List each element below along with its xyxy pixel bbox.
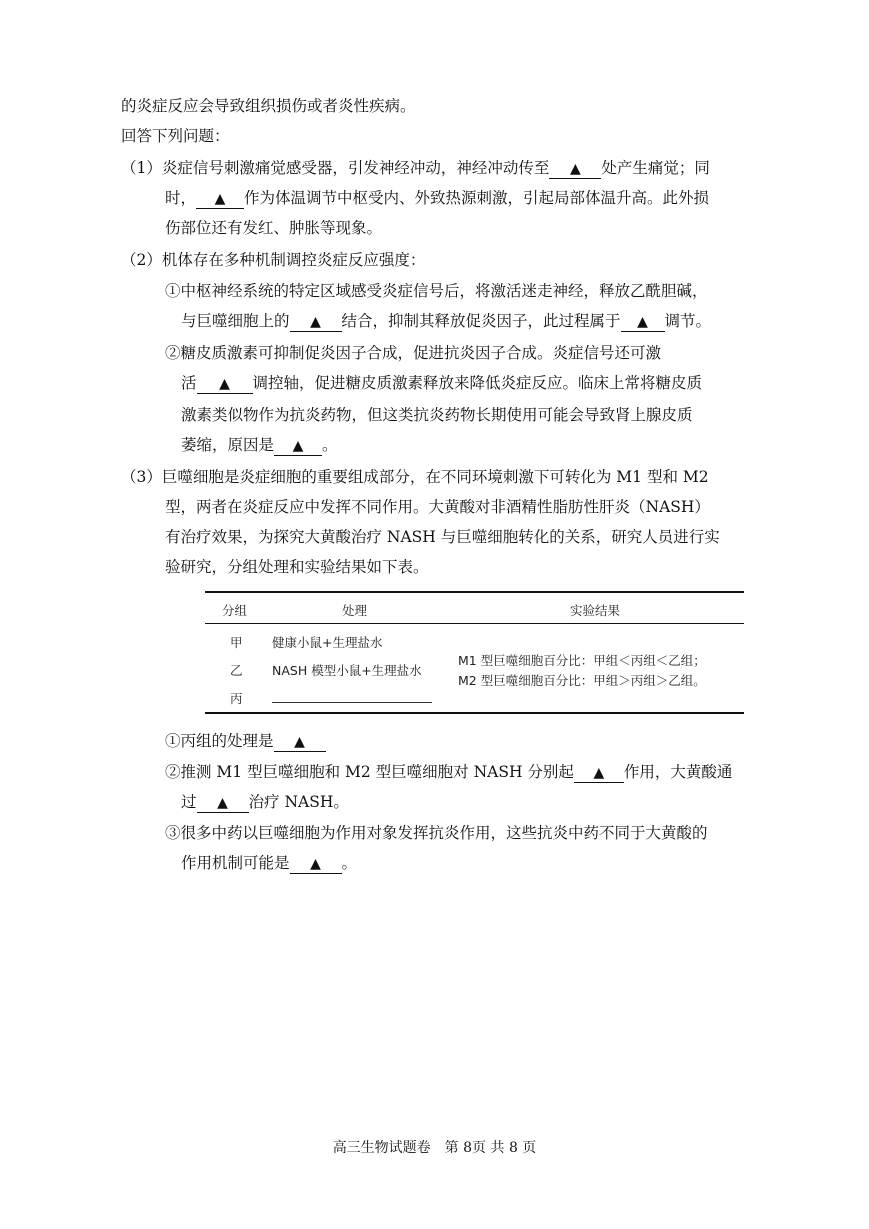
answer-blank[interactable]: ▲ (274, 732, 326, 752)
question-1-line: （1）炎症信号刺激痛觉感受器，引发神经冲动，神经冲动传至 ▲ 处产生痛觉；同 (121, 159, 710, 177)
answer-blank[interactable]: ▲ (574, 763, 624, 783)
question-2-line: 激素类似物作为抗炎药物，但这类抗炎药物长期使用可能会导致肾上腺皮质 (181, 406, 693, 424)
table-group-cell: 乙 (230, 663, 243, 678)
table-treatment-cell: 健康小鼠+生理盐水 (272, 635, 383, 650)
answer-blank[interactable]: ▲ (290, 312, 342, 332)
experiment-table (205, 591, 744, 713)
table-header-rule (205, 623, 744, 624)
table-group-cell: 丙 (230, 691, 243, 706)
page-footer: 高三生物试题卷 第 8页 共 8 页 (332, 1140, 537, 1156)
table-treatment-cell: NASH 模型小鼠+生理盐水 (272, 663, 422, 678)
answer-blank[interactable]: ▲ (549, 159, 601, 179)
question-3-line: 作用机制可能是 ▲ 。 (181, 854, 358, 872)
question-1-line: 时， ▲ 作为体温调节中枢受内、外致热源刺激，引起局部体温升高。此外损 (165, 189, 710, 207)
answer-blank[interactable]: ▲ (196, 189, 244, 209)
table-result-cell: M1 型巨噬细胞百分比：甲组＜丙组＜乙组； (458, 653, 706, 668)
table-header-treatment: 处理 (342, 603, 368, 618)
table-header-group: 分组 (222, 603, 248, 618)
question-3-line: 有治疗效果，为探究大黄酸治疗 NASH 与巨噬细胞转化的关系，研究人员进行实 (165, 528, 720, 546)
table-group-cell: 甲 (230, 635, 243, 650)
answer-blank[interactable]: ▲ (274, 436, 322, 456)
table-result-cell: M2 型巨噬细胞百分比：甲组＞丙组＞乙组。 (458, 673, 706, 688)
answer-blank[interactable]: ▲ (621, 312, 665, 332)
question-3-line: （3）巨噬细胞是炎症细胞的重要组成部分，在不同环境刺激下可转化为 M1 型和 M2 (121, 468, 709, 486)
question-3-line: ②推测 M1 型巨噬细胞和 M2 型巨噬细胞对 NASH 分别起 ▲ 作用，大黄酸通 (165, 763, 733, 781)
table-bottom-rule (205, 712, 744, 714)
question-3-line: 验研究，分组处理和实验结果如下表。 (165, 558, 429, 576)
answer-blank[interactable]: ▲ (197, 793, 249, 813)
table-header-result: 实验结果 (570, 603, 621, 618)
answer-blank[interactable]: ▲ (197, 374, 253, 394)
question-1-line: 伤部位还有发红、肿胀等现象。 (165, 219, 383, 237)
question-3-line: ①丙组的处理是 ▲ (165, 731, 326, 752)
question-3-line: ③很多中药以巨噬细胞为作用对象发挥抗炎作用，这些抗炎中药不同于大黄酸的 (165, 824, 708, 842)
question-3-line: 型，两者在炎症反应中发挥不同作用。大黄酸对非酒精性脂肪性肝炎（NASH） (165, 498, 710, 516)
question-2-line: 萎缩，原因是 ▲ 。 (181, 436, 338, 454)
question-2-line: 活 ▲ 调控轴，促进糖皮质激素释放来降低炎症反应。临床上常将糖皮质 (181, 374, 703, 392)
text-line: 的炎症反应会导致组织损伤或者炎性疾病。 (121, 97, 416, 115)
question-2-line: ②糖皮质激素可抑制促炎因子合成，促进抗炎因子合成。炎症信号还可激 (165, 344, 662, 362)
question-3-line: 过 ▲ 治疗 NASH。 (181, 793, 349, 811)
text-line: 回答下列问题： (121, 127, 230, 145)
table-treatment-blank[interactable] (272, 702, 432, 703)
question-2-line: （2）机体存在多种机制调控炎症反应强度： (121, 251, 426, 269)
answer-blank[interactable]: ▲ (290, 854, 342, 874)
table-top-rule (205, 591, 744, 593)
question-2-line: 与巨噬细胞上的 ▲ 结合，抑制其释放促炎因子，此过程属于 ▲ 调节。 (181, 312, 712, 330)
question-2-line: ①中枢神经系统的特定区域感受炎症信号后，将激活迷走神经，释放乙酰胆碱， (165, 282, 708, 300)
